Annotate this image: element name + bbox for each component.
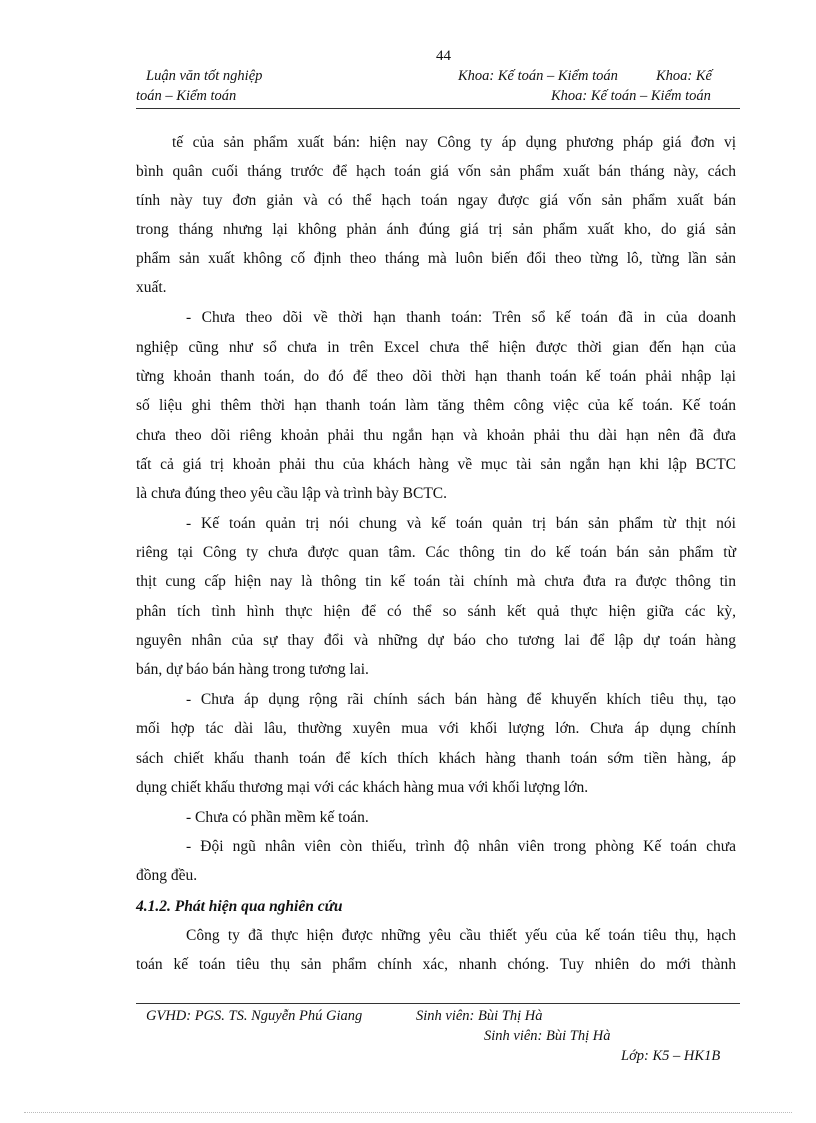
body-line: - Kế toán quản trị nói chung và kế toán quản trị bán sản phẩm từ thịt nói	[186, 515, 736, 532]
body-line: dụng chiết khấu thương mại với các khách hàng mua với khối lượng lớn.	[136, 779, 589, 796]
body-line: toán kế toán tiêu thụ sản phẩm chính xác, nhanh chóng. Tuy nhiên do mới thành	[136, 956, 736, 973]
footer-rule	[136, 1003, 740, 1004]
body-line: trong tháng nhưng lại không phản ánh đúng giá trị sản phẩm xuất kho, do giá sản	[136, 221, 736, 238]
body-line: số liệu ghi thêm thời hạn thanh toán làm tăng thêm công việc của kế toán. Kế toán	[136, 397, 736, 414]
body-line: mối hợp tác dài lâu, thường xuyên mua với khối lượng lớn. Chưa áp dụng chính	[136, 720, 736, 737]
header-right-line1b: Khoa: Kế	[656, 68, 712, 84]
body-line: - Chưa có phần mềm kế toán.	[186, 809, 369, 826]
body-line: tính này tuy đơn giản và có thể hạch toán ngay được giá vốn sản phẩm xuất bán	[136, 192, 736, 209]
header-left-line2: toán – Kiểm toán	[136, 88, 237, 104]
header-right-line1a: Khoa: Kế toán – Kiểm toán	[458, 68, 618, 84]
body-line: - Chưa áp dụng rộng rãi chính sách bán hàng để khuyến khích tiêu thụ, tạo	[186, 691, 736, 708]
body-line: nghiệp cũng như sổ chưa in trên Excel chưa thể hiện được thời gian đến hạn của	[136, 339, 736, 356]
body-line: bán, dự báo bán hàng trong tương lai.	[136, 661, 369, 678]
body-line: phân tích tình hình thực hiện để có thể so sánh kết quả thực hiện giữa các kỳ,	[136, 603, 736, 620]
body-line: - Chưa theo dõi về thời hạn thanh toán: Trên sổ kế toán đã in của doanh	[186, 309, 736, 326]
body-line: sách chiết khấu thanh toán để kích thích khách hàng thanh toán sớm tiền hàng, áp	[136, 750, 736, 767]
body-line: tất cả giá trị khoản phải thu của khách hàng về mục tài sản ngắn hạn khi lập BCTC	[136, 456, 736, 473]
header-right-line2: Khoa: Kế toán – Kiểm toán	[551, 88, 711, 104]
body-line: chưa theo dõi riêng khoản phải thu ngắn hạn và khoản phải thu dài hạn nên đã đưa	[136, 427, 736, 444]
section-heading: 4.1.2. Phát hiện qua nghiên cứu	[136, 898, 343, 915]
body-line: nguyên nhân của sự thay đổi và những dự báo cho tương lai để lập dự toán hàng	[136, 632, 736, 649]
page-number: 44	[436, 48, 451, 64]
footer-class: Lớp: K5 – HK1B	[621, 1048, 721, 1064]
body-line: thịt cung cấp hiện nay là thông tin kế toán tài chính mà chưa đưa ra được thông tin	[136, 573, 736, 590]
body-line: bình quân cuối tháng trước để hạch toán giá vốn sản phẩm xuất bán tháng này, cách	[136, 163, 736, 180]
body-line: tế của sản phẩm xuất bán: hiện nay Công ty áp dụng phương pháp giá đơn vị	[172, 134, 736, 151]
body-line: - Đội ngũ nhân viên còn thiếu, trình độ nhân viên trong phòng Kế toán chưa	[186, 838, 736, 855]
header-rule	[136, 108, 740, 109]
footer-student: Sinh viên: Bùi Thị Hà	[416, 1008, 543, 1024]
page-bottom-separator	[24, 1112, 792, 1113]
body-line: riêng tại Công ty chưa được quan tâm. Các thông tin do kế toán bán sản phẩm từ	[136, 544, 736, 561]
footer-student-repeat: Sinh viên: Bùi Thị Hà	[484, 1028, 611, 1044]
body-line: là chưa đúng theo yêu cầu lập và trình bày BCTC.	[136, 485, 447, 502]
body-line: Công ty đã thực hiện được những yêu cầu thiết yếu của kế toán tiêu thụ, hạch	[186, 927, 736, 944]
body-line: phẩm sản xuất không cố định theo tháng mà luôn biến đổi theo từng lô, từng lần sản	[136, 250, 736, 267]
body-line: xuất.	[136, 279, 167, 296]
body-line: đồng đều.	[136, 867, 198, 884]
body-line: từng khoản thanh toán, do đó để theo dõi thời hạn thanh toán kế toán phải nhập lại	[136, 368, 736, 385]
header-left-line1: Luận văn tốt nghiệp	[146, 68, 263, 84]
footer-supervisor: GVHD: PGS. TS. Nguyễn Phú Giang	[146, 1008, 363, 1024]
